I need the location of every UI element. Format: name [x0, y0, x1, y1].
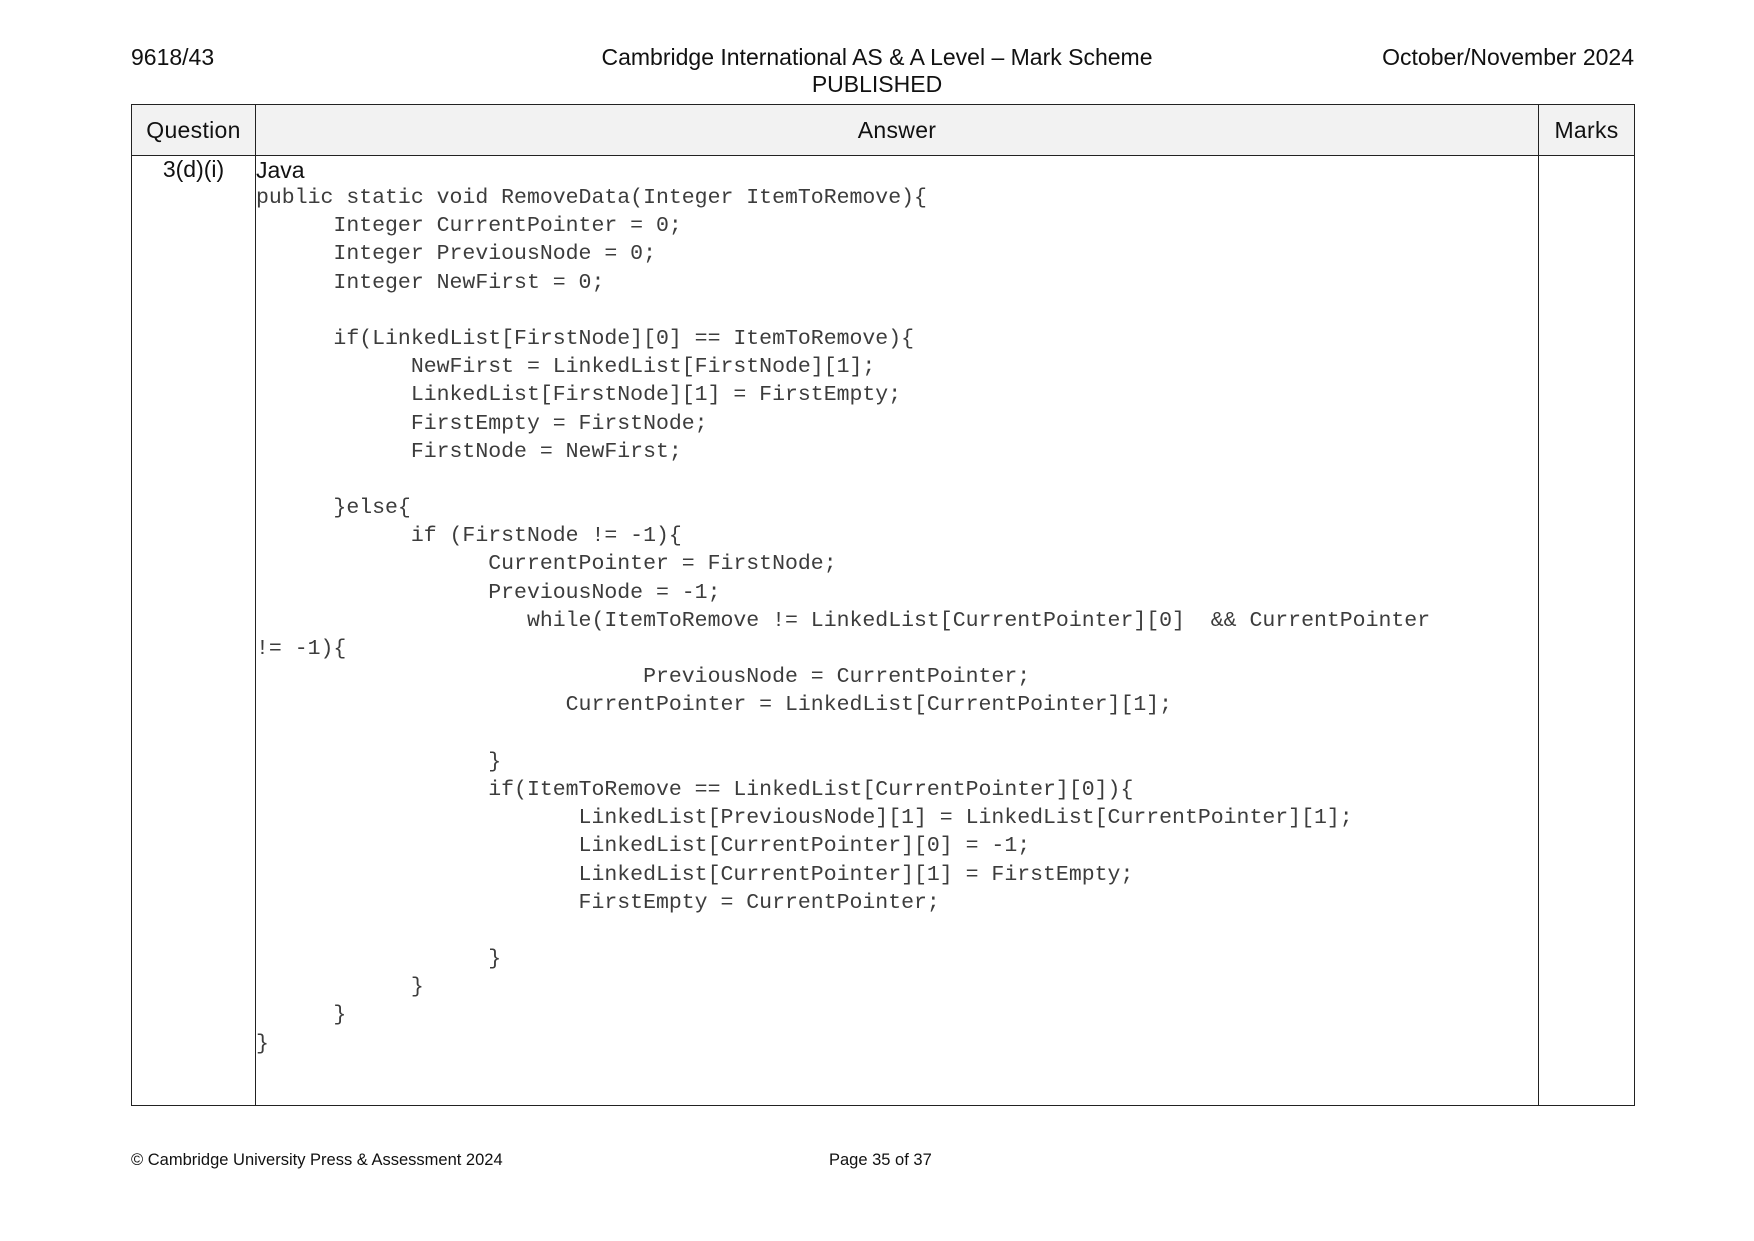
paper-code: 9618/43	[131, 44, 215, 70]
table-row	[132, 156, 1635, 1106]
code-line: FirstEmpty = CurrentPointer;	[256, 890, 940, 915]
code-line: FirstNode = NewFirst;	[256, 439, 682, 464]
code-line	[256, 466, 1538, 494]
code-line	[256, 297, 1538, 325]
code-line	[256, 917, 1538, 945]
code-line: LinkedList[CurrentPointer][1] = FirstEmpty;	[256, 862, 1134, 887]
answer-column-header: Answer	[256, 105, 1539, 156]
code-line: PreviousNode = -1;	[256, 580, 721, 605]
code-line: }	[256, 975, 424, 1000]
code-line: FirstEmpty = FirstNode;	[256, 411, 708, 436]
code-line: }	[256, 749, 502, 774]
code-line: Integer PreviousNode = 0;	[256, 242, 656, 267]
language-label: Java	[256, 157, 305, 183]
code-line: }	[256, 1031, 269, 1056]
code-line: if(ItemToRemove == LinkedList[CurrentPointer][0]){	[256, 777, 1134, 802]
code-line: LinkedList[PreviousNode][1] = LinkedList[CurrentPointer][1];	[256, 806, 1353, 831]
question-number: 3(d)(i)	[132, 156, 256, 1106]
code-line: LinkedList[FirstNode][1] = FirstEmpty;	[256, 383, 902, 408]
code-line: != -1){	[256, 637, 347, 661]
mark-scheme-title: Cambridge International AS & A Level – Mark Scheme	[601, 44, 1153, 70]
answer-cell	[256, 156, 1539, 1106]
code-line: }	[256, 1003, 347, 1028]
code-line: if (FirstNode != -1){	[256, 524, 682, 549]
code-line: Integer NewFirst = 0;	[256, 270, 605, 295]
code-line: public static void RemoveData(Integer ItemToRemove){	[256, 186, 927, 210]
code-line: }	[256, 947, 502, 972]
marks-column-header: Marks	[1539, 105, 1635, 156]
code-line	[256, 720, 1538, 748]
mark-scheme-table	[131, 104, 1635, 1106]
marks-cell	[1539, 156, 1635, 1106]
table-header-row	[132, 105, 1635, 156]
code-line: CurrentPointer = LinkedList[CurrentPointer][1];	[256, 693, 1173, 718]
code-line: while(ItemToRemove != LinkedList[CurrentPointer][0] && CurrentPointer	[256, 608, 1431, 633]
code-line: CurrentPointer = FirstNode;	[256, 552, 837, 577]
exam-session: October/November 2024	[1382, 44, 1634, 70]
page-number: Page 35 of 37	[829, 1151, 932, 1169]
question-column-header: Question	[132, 105, 256, 156]
code-line: Integer CurrentPointer = 0;	[256, 214, 682, 239]
java-code-block	[256, 184, 1538, 1058]
published-label: PUBLISHED	[811, 71, 943, 97]
code-line: LinkedList[CurrentPointer][0] = -1;	[256, 834, 1031, 859]
code-line: NewFirst = LinkedList[FirstNode][1];	[256, 355, 876, 380]
copyright-notice: © Cambridge University Press & Assessment 2024	[131, 1151, 503, 1169]
code-line: if(LinkedList[FirstNode][0] == ItemToRemove){	[256, 326, 915, 351]
code-line: }else{	[256, 496, 411, 521]
code-line: PreviousNode = CurrentPointer;	[256, 665, 1031, 690]
